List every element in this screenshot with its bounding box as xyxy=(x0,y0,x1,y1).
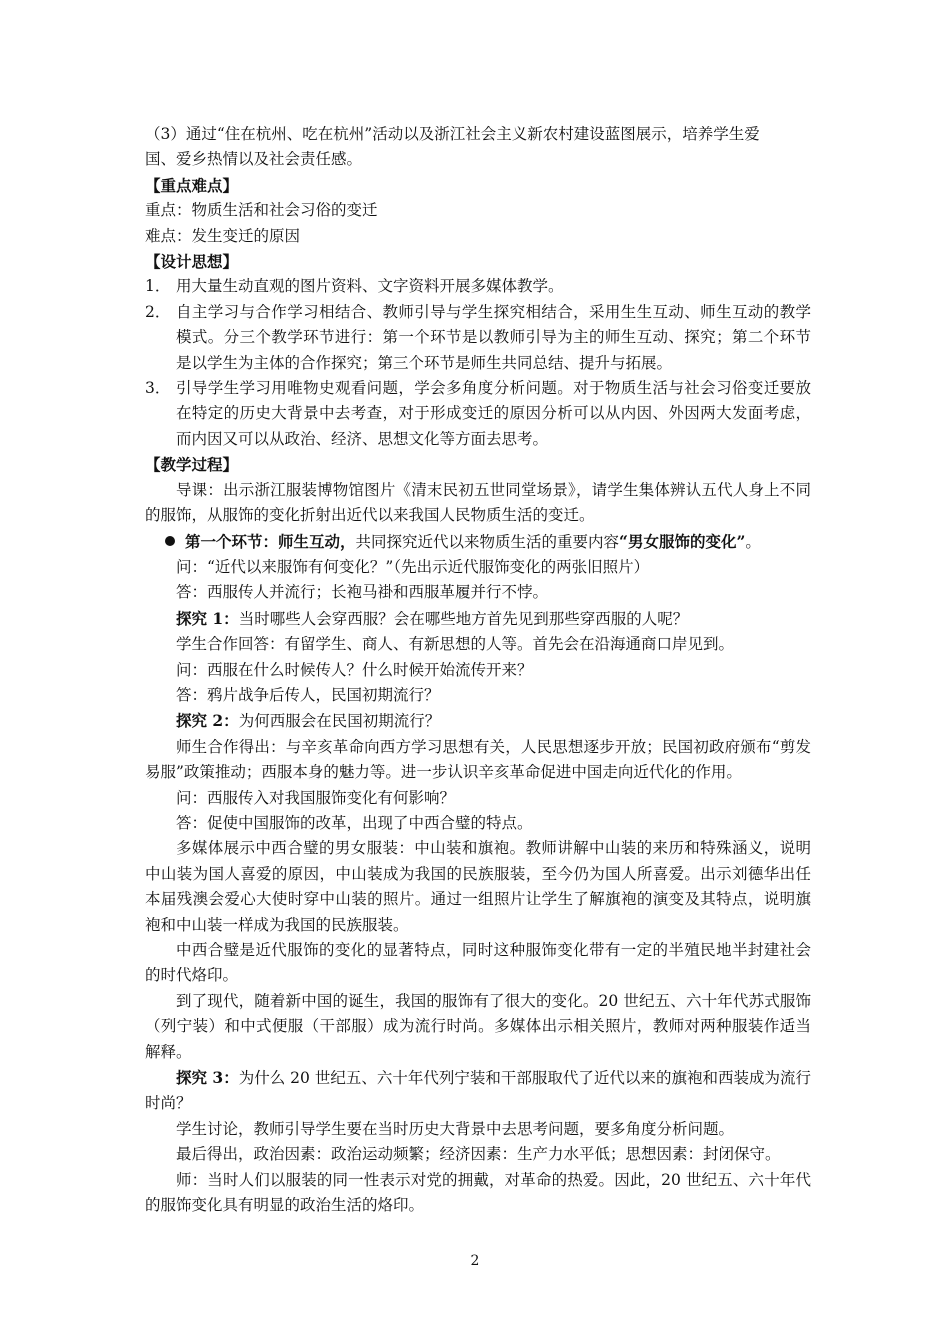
process-heading: 【教学过程】 xyxy=(145,455,239,475)
design-item-1 xyxy=(145,274,811,299)
modern-paragraph: 到了现代，随着新中国的诞生，我国的服饰有了很大的变化。20 世纪五、六十年代苏式服饰（列宁装）和中式便服（干部服）成为流行时尚。多媒体出示相关照片，教师对两种服装作适当解释。 xyxy=(145,991,811,1061)
feature-paragraph: 中西合璧是近代服饰的变化的显著特点，同时这种服饰变化带有一定的半殖民地半封建社会的时代烙印。 xyxy=(145,941,811,985)
answer-1: 答：西服传人并流行；长袍马褂和西服革履并行不悖。 xyxy=(176,583,549,602)
page-number: 2 xyxy=(470,1253,480,1269)
page-content xyxy=(145,122,811,1218)
design-heading: 【设计思想】 xyxy=(145,252,239,272)
design-item-number: 2． xyxy=(145,302,171,321)
explore-1 xyxy=(145,606,811,632)
design-item-text: 自主学习与合作学习相结合、教师引导与学生探究相结合，采用生生互动、师生互动的教学模式。分三个教学环节进行：第一个环节是以教师引导为主的师生互动、探究；第二个环节是以学生为主体的合作探究；第三个环节是师生共同总结、提升与拓展。 xyxy=(176,302,811,372)
key-point-text: 重点：物质生活和社会习俗的变迁 xyxy=(145,201,378,220)
design-item-text: 引导学生学习用唯物史观看问题，学会多角度分析问题。对于物质生活与社会习俗变迁要放在特定的历史大背景中去考查，对于形成变迁的原因分析可以从内因、外因两大发面考虑，而内因又可以从政治、经济、思想文化等方面去思考。 xyxy=(176,379,811,448)
difficulty-text: 难点：发生变迁的原因 xyxy=(145,226,301,245)
cooperation-answer-1: 学生合作回答：有留学生、商人、有新思想的人等。首先会在沿海通商口岸见到。 xyxy=(176,635,735,654)
teacher-paragraph: 师：当时人们以服装的同一性表示对党的拥戴，对革命的热爱。因此，20 世纪五、六十年代的服饰变化具有明显的政治生活的烙印。 xyxy=(145,1170,811,1215)
bullet-icon xyxy=(165,536,175,546)
question-2: 问：西服在什么时候传人？什么时候开始流传开来？ xyxy=(176,660,533,679)
explore-3-text: 为什么 20 世纪五、六十年代列宁装和干部服取代了近代以来的旗袍和西装成为流行时尚？ xyxy=(145,1069,811,1113)
section-1-topic: “男女服饰的变化” xyxy=(619,531,746,551)
answer-3: 答：促使中国服饰的改革，出现了中西合璧的特点。 xyxy=(176,813,533,832)
question-3: 问：西服传入对我国服饰变化有何影响？ xyxy=(176,788,456,807)
explore-3-label: 探究 3： xyxy=(176,1068,239,1088)
design-item-number: 3． xyxy=(145,379,171,398)
explore-2 xyxy=(145,708,811,734)
cooperation-answer-2: 师生合作得出：与辛亥革命向西方学习思想有关，人民思想逐步开放；民国初政府颁布“剪发易服”政策推动；西服本身的魅力等。进一步认识辛亥革命促进中国走向近代化的作用。 xyxy=(145,737,811,782)
conclusion-line: 最后得出，政治因素：政治运动频繁；经济因素：生产力水平低；思想因素：封闭保守。 xyxy=(176,1145,781,1164)
design-item-text: 用大量生动直观的图片资料、文字资料开展多媒体教学。 xyxy=(176,277,564,296)
intro-line-2: 国、爱乡热情以及社会责任感。 xyxy=(145,150,363,169)
explore-1-text: 当时哪些人会穿西服？会在哪些地方首先见到那些穿西服的人呢？ xyxy=(238,609,689,628)
section-1-middle: 共同探究近代以来物质生活的重要内容 xyxy=(355,532,620,551)
section-1-end: 。 xyxy=(745,532,761,551)
multimedia-paragraph: 多媒体展示中西合璧的男女服装：中山装和旗袍。教师讲解中山装的来历和特殊涵义，说明中山装为国人喜爱的原因，中山装成为我国的民族服装，至今仍为国人所喜爱。出示刘德华出任本届残澳会爱心大使时穿中山装的照片。通过一组照片让学生了解旗袍的演变及其特点，说明旗袍和中山装一样成为我国的民族服装。 xyxy=(145,839,811,934)
explore-1-label: 探究 1： xyxy=(176,608,239,628)
explore-2-label: 探究 2： xyxy=(176,711,239,731)
section-1-label: 第一个环节：师生互动， xyxy=(185,531,356,551)
design-item-3 xyxy=(145,376,811,452)
design-item-number: 1． xyxy=(145,277,171,296)
answer-2: 答：鸦片战争后传人，民国初期流行？ xyxy=(176,685,440,704)
key-points-heading: 【重点难点】 xyxy=(145,175,239,195)
section-1-heading xyxy=(145,529,811,555)
design-item-2 xyxy=(145,300,811,376)
discussion-line: 学生讨论，教师引导学生要在当时历史大背景中去思考问题，要多角度分析问题。 xyxy=(176,1119,735,1138)
explore-2-text: 为何西服会在民国初期流行？ xyxy=(238,712,441,731)
explore-3 xyxy=(145,1065,811,1117)
question-1: 问：“近代以来服饰有何变化？”（先出示近代服饰变化的两张旧照片） xyxy=(176,557,650,576)
process-intro: 导课：出示浙江服装博物馆图片《清末民初五世同堂场景》，请学生集体辨认五代人身上不同的服饰，从服饰的变化折射出近代以来我国人民物质生活的变迁。 xyxy=(145,480,811,525)
intro-line-1: （3）通过“住在杭州、吃在杭州”活动以及浙江社会主义新农村建设蓝图展示，培养学生爱 xyxy=(145,125,760,143)
